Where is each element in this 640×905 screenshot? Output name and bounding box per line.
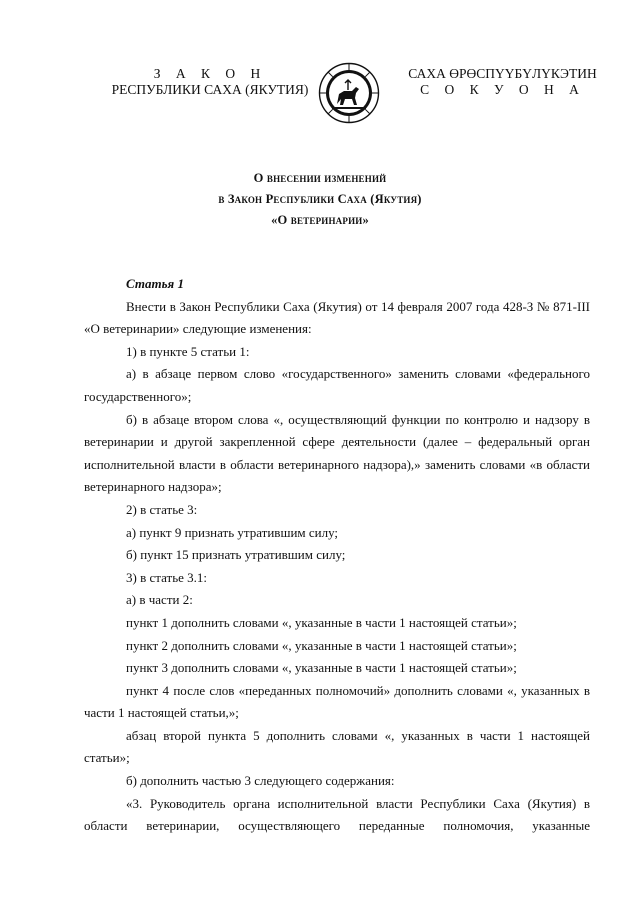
header-right-line1: САХА ӨРӨСПҮҮБҮЛҮКЭТИН: [408, 66, 597, 81]
paragraph: пункт 4 после слов «переданных полномочий» дополнить словами «, указанных в части 1 настоящей статьи,»;: [84, 682, 590, 721]
sakha-emblem-icon: [318, 62, 380, 124]
paragraph: 2) в статье 3:: [126, 501, 198, 517]
paragraph: а) в абзаце первом слово «государственного» заменить словами «федерального государственного»;: [84, 366, 590, 404]
paragraph: а) пункт 9 признать утратившим силу;: [126, 524, 339, 540]
title-line3: «О ветеринарии»: [271, 213, 369, 227]
paragraph: пункт 1 дополнить словами «, указанные в части 1 настоящей статьи»;: [126, 614, 517, 630]
paragraph: Внести в Закон Республики Саха (Якутия) от 14 февраля 2007 года 428-З № 871-III «О ветеринарии» следующие изменения:: [84, 298, 590, 337]
paragraph: б) пункт 15 признать утратившим силу;: [126, 547, 346, 563]
header-left-line1: З А К О Н: [153, 66, 267, 81]
header-right: [395, 66, 610, 98]
title-line2: в Закон Республики Саха (Якутия): [218, 192, 422, 206]
paragraph: 1) в пункте 5 статьи 1:: [126, 343, 250, 359]
paragraph: а) в части 2:: [126, 592, 193, 608]
document-title: [100, 168, 540, 231]
article-heading: Статья 1: [126, 276, 184, 291]
paragraph: пункт 3 дополнить словами «, указанные в части 1 настоящей статьи»;: [126, 660, 517, 676]
paragraph: абзац второй пункта 5 дополнить словами «, указанных в части 1 настоящей статьи»;: [84, 727, 590, 766]
paragraph: б) дополнить частью 3 следующего содержания:: [126, 773, 395, 789]
paragraph: б) в абзаце втором слова «, осуществляющий функции по контролю и надзору в ветеринарии и другой закрепленной сфере деятельности (далее – федеральный орган исполнительной власти в области ветеринарного надзора),» заменить словами «в области ветеринарного надзора»;: [84, 411, 590, 495]
paragraph: «3. Руководитель органа исполнительной власти Республики Саха (Якутия) в области ветеринарии, осуществляющего переданные полномочия, указанные: [84, 795, 590, 834]
title-line1: О внесении изменений: [253, 171, 387, 185]
header-left: [95, 66, 325, 98]
document-body: [84, 273, 590, 838]
paragraph: пункт 2 дополнить словами «, указанные в части 1 настоящей статьи»;: [126, 637, 517, 653]
paragraph: 3) в статье 3.1:: [126, 569, 208, 585]
header-right-line2: С О К У О Н А: [420, 82, 585, 97]
header-left-line2: РЕСПУБЛИКИ САХА (ЯКУТИЯ): [111, 82, 309, 97]
